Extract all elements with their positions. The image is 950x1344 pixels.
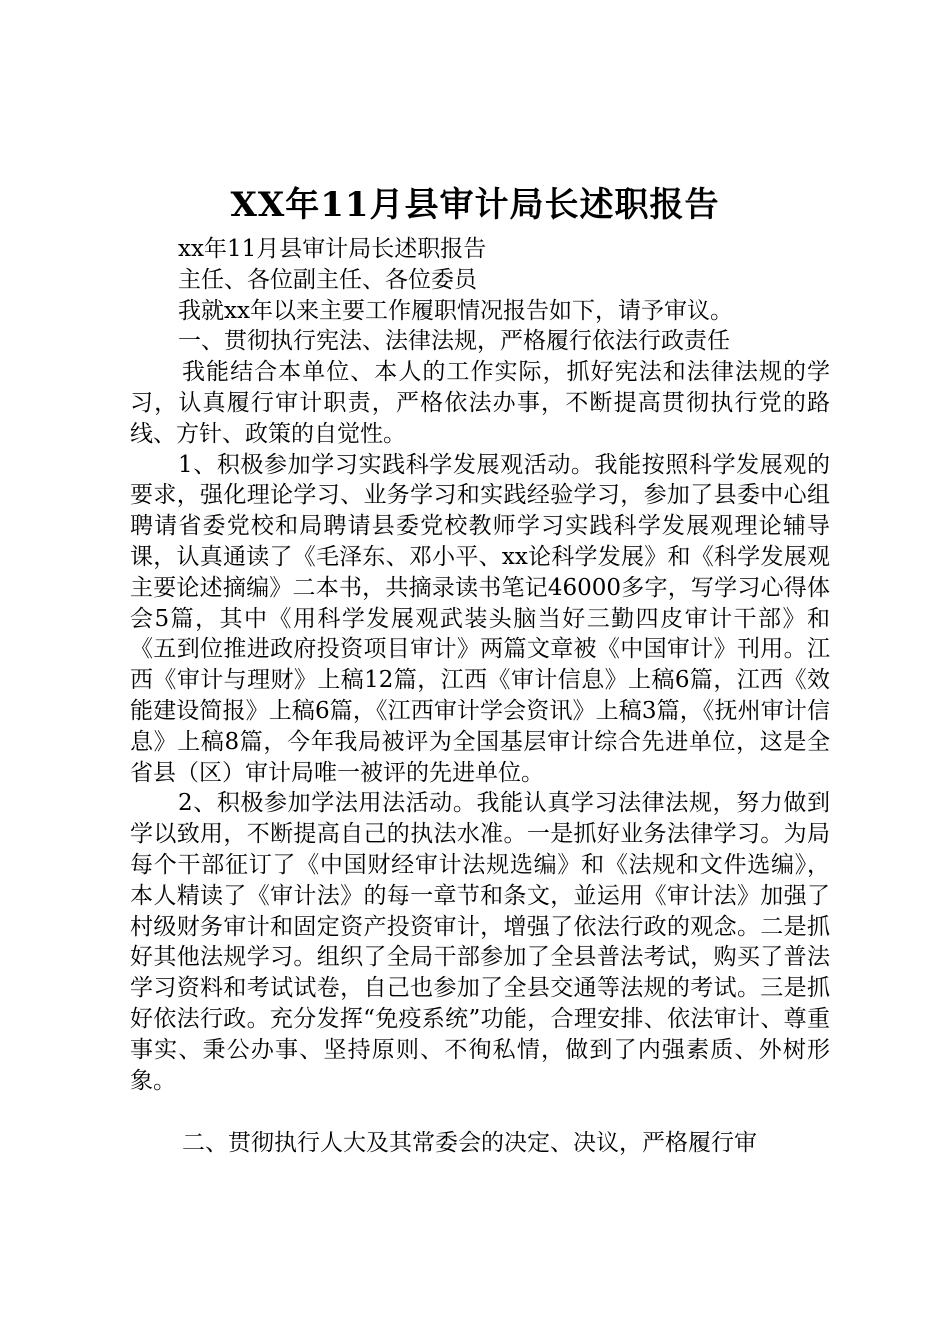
paragraph-section-1-intro: 我能结合本单位、本人的工作实际，抓好宪法和法律法规的学习，认真履行审计职责，严格依法办事，不断提高贯彻执行党的路线、方针、政策的自觉性。 [130, 359, 830, 447]
document-title: XX年11月县审计局长述职报告 [230, 185, 720, 225]
section-heading-1: 一、贯彻执行宪法、法律法规，严格履行依法行政责任 [178, 328, 730, 355]
section-heading-2: 二、贯彻执行人大及其常委会的决定、决议，严格履行审 [182, 1130, 757, 1157]
paragraph-subtitle: xx年11月县审计局长述职报告 [178, 236, 487, 262]
document-body [130, 234, 830, 1159]
paragraph-intro: 我就xx年以来主要工作履职情况报告如下，请予审议。 [178, 297, 733, 324]
paragraph-item-2: 2、积极参加学法用法活动。我能认真学习法律法规，努力做到学以致用，不断提高自己的执法水准。一是抓好业务法律学习。为局每个干部征订了《中国财经审计法规选编》和《法规和文件选编》，本人精读了《审计法》的每一章节和条文，並运用《审计法》加强了村级财务审计和固定资产投资审计，增强了依法行政的观念。二是抓好其他法规学习。组织了全局干部参加了全县普法考试，购买了普法学习资料和考试试卷，自己也参加了全县交通等法规的考试。三是抓好依法行政。充分发挥“免疫系统”功能，合理安排、依法审计、尊重事实、秉公办事、坚持原则、不徇私情，做到了内强素质、外树形象。 [130, 790, 830, 1094]
paragraph-item-1: 1、积极参加学习实践科学发展观活动。我能按照科学发展观的要求，强化理论学习、业务学习和实践经验学习，参加了县委中心组聘请省委党校和局聘请县委党校教师学习实践科学发展观理论辅导课，认真通读了《毛泽东、邓小平、xx论科学发展》和《科学发展观主要论述摘编》二本书，共摘录读书笔记46000多字，写学习心得体会5篇，其中《用科学发展观武装头脑当好三勤四皮审计干部》和《五到位推进政府投资项目审计》两篇文章被《中国审计》刊用。江西《审计与理财》上稿12篇，江西《审计信息》上稿6篇，江西《效能建设简报》上稿6篇，《江西审计学会资讯》上稿3篇，《抚州审计信息》上稿8篇，今年我局被评为全国基层审计综合先进单位，这是全省县（区）审计局唯一被评的先进单位。 [130, 451, 830, 786]
paragraph-salutation: 主任、各位副主任、各位委员 [178, 266, 477, 293]
